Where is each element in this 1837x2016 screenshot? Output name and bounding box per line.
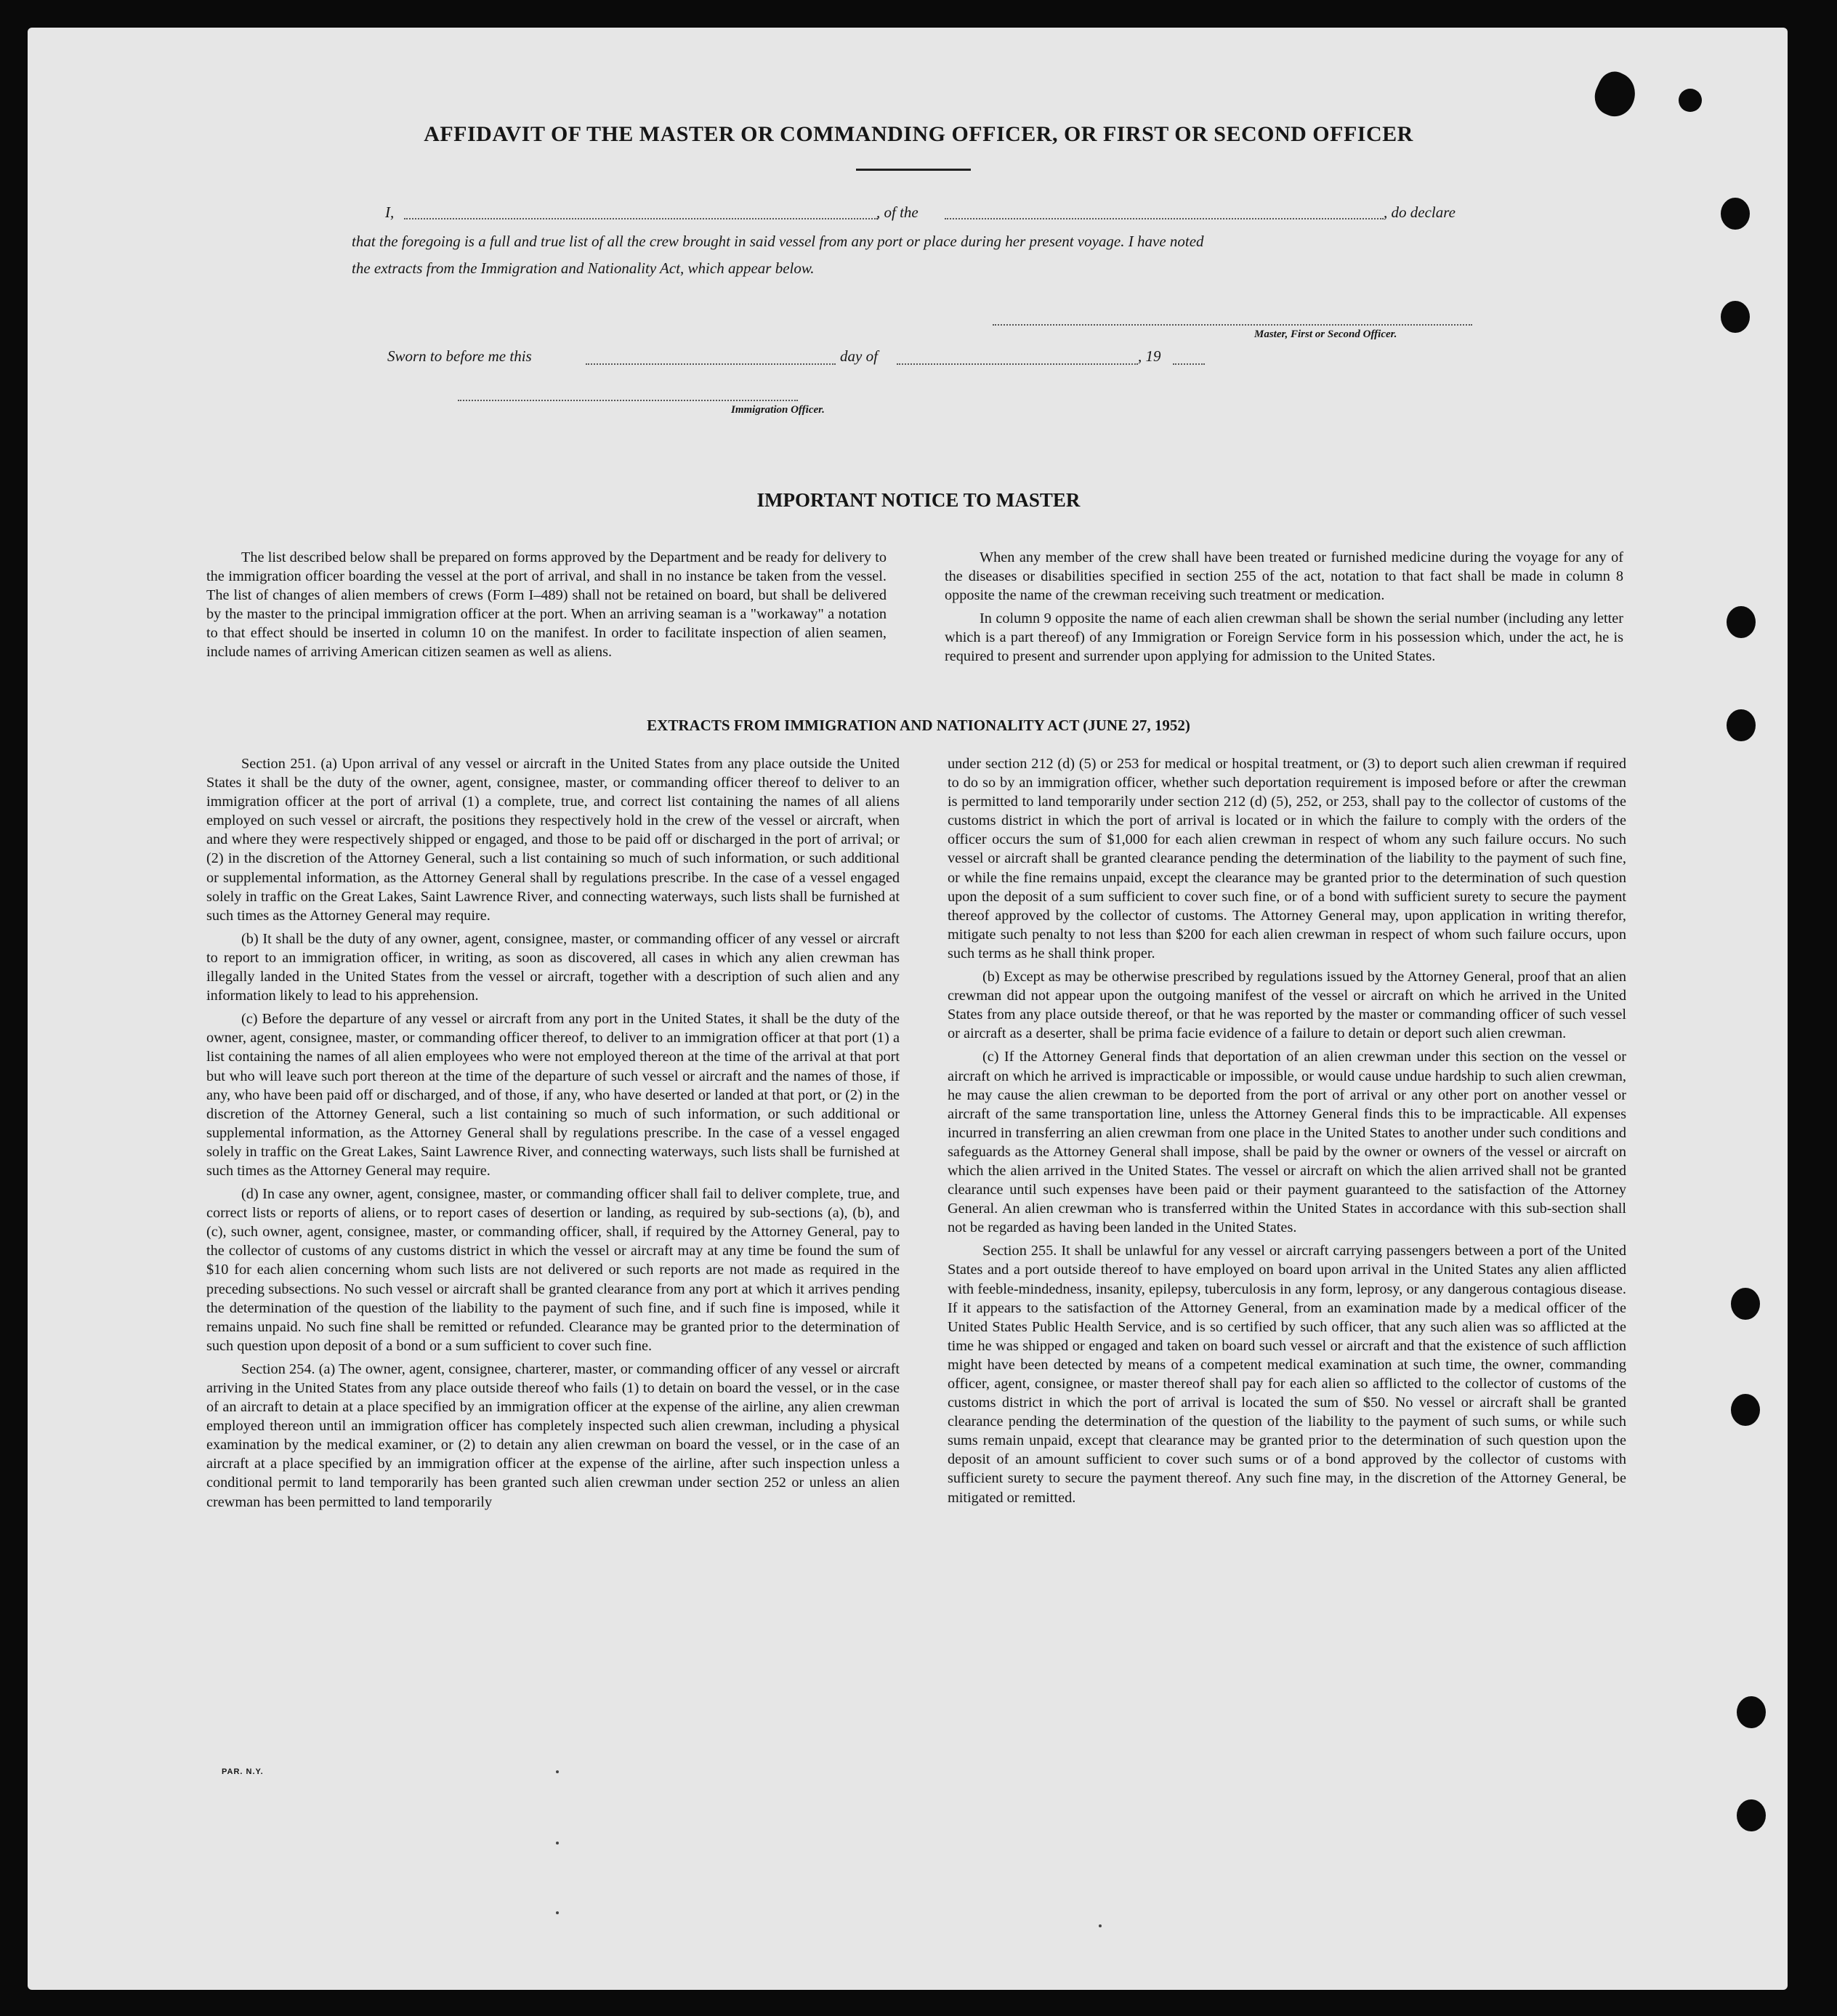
- act-paragraph: (c) Before the departure of any vessel or aircraft from any port in the United States, it shall be the duty of the owner, agent, consignee, master, or commanding officer thereof, to deliver to an immigration officer at that port (1) a list containing the names of all alien employees who were not employed thereon at the time of the arrival at that port but who will leave such port thereon at the time of the departure of such vessel or aircraft and the names of those, if any, who have been paid off or discharged, and of those, if any, who have deserted or landed at that port, or (2) in the discretion of the Attorney General, such a list containing so much of such information, or such additional or supplemental information, as the Attorney General shall by regulations prescribe. In the case of a vessel engaged solely in traffic on the Great Lakes, Saint Lawrence River, and connecting waterways, such lists shall be furnished at such times as the Attorney General may require.: [206, 1011, 900, 1179]
- binder-hole: [1727, 606, 1756, 638]
- speck: [556, 1911, 559, 1914]
- binder-hole: [1721, 198, 1750, 230]
- year-label: , 19: [1138, 347, 1161, 365]
- extracts-title: EXTRACTS FROM IMMIGRATION AND NATIONALITY ACT (JUNE 27, 1952): [647, 717, 1190, 734]
- declaration-line-2: the extracts from the Immigration and Nationality Act, which appear below.: [352, 259, 815, 277]
- speck: [1099, 1924, 1102, 1927]
- of-the-label: , of the: [876, 203, 918, 221]
- affiant-label: I,: [385, 203, 395, 221]
- officer-signature-field[interactable]: [458, 400, 798, 401]
- master-signature-field[interactable]: [993, 324, 1472, 326]
- binder-hole: [1731, 1394, 1760, 1426]
- act-paragraph: under section 212 (d) (5) or 253 for medical or hospital treatment, or (3) to deport such alien crewman if required to do so by an immigration officer, whether such deportation requirement is imposed before or after the crewman is permitted to land temporarily under section 212 (d) (5), 252, or 253, shall pay to the collector of customs of the customs district in which the port of arrival is located or in which the failure to comply with the orders of the officer occurs the sum of $1,000 for each alien crewman in respect of whom any such failure occurs. No such vessel or aircraft shall be granted clearance pending the determination of the liability to the payment of such fine, or while the fine remains unpaid, except the clearance may be granted prior to the determination of such question upon the deposit of a sum sufficient to cover such fine, or of a bond with sufficient surety to secure the payment thereof approved by the collector of customs. The Attorney General may, upon application in writing therefor, mitigate such penalty to not less than $200 for each alien crewman in respect of whom such failure occurs, upon such terms as he shall think proper.: [948, 756, 1626, 961]
- vessel-name-field[interactable]: [945, 218, 1384, 219]
- act-paragraph: Section 254. (a) The owner, agent, consignee, charterer, master, or commanding officer of any vessel or aircraft arriving in the United States from any place outside thereof who fails (1) to detain on board the vessel, or in the case of an aircraft to detain at a place specified by an immigration officer at the expense of the airline, any alien crewman employed thereon until an immigration officer has completely inspected such alien crewman, including a physical examination by the medical examiner, or (2) to detain any alien crewman on board the vessel, or in the case of an aircraft at a place specified by an immigration officer at the expense of the airline, after such inspection unless a conditional permit to land temporarily has been granted such alien crewman under section 252 or unless an alien crewman has been permitted to land temporarily: [206, 1360, 900, 1510]
- title-underline: [856, 169, 971, 171]
- speck: [556, 1842, 559, 1844]
- speck: [556, 1770, 559, 1773]
- affidavit-title: AFFIDAVIT OF THE MASTER OR COMMANDING OFFICER, OR FIRST OR SECOND OFFICER: [424, 122, 1413, 146]
- extracts-left-column: [206, 754, 900, 1516]
- officer-signature-label: Immigration Officer.: [731, 404, 825, 416]
- affiant-name-field[interactable]: [404, 218, 878, 219]
- binder-hole: [1737, 1799, 1766, 1831]
- notice-paragraph: In column 9 opposite the name of each alien crewman shall be shown the serial number (including any letter which is a part thereof) of any Immigration or Foreign Service form in his possession which, under the act, he is required to present and surrender upon applying for admission to the United States.: [945, 610, 1623, 665]
- binder-hole: [1737, 1696, 1766, 1728]
- act-paragraph: (d) In case any owner, agent, consignee, master, or commanding officer shall fail to deliver complete, true, and correct lists or reports of aliens, or to report cases of desertion or landing, as required by sub-sections (a), (b), and (c), such owner, agent, consignee, master, or commanding officer, shall, if required by the Attorney General, pay to the collector of customs of any customs district in which the vessel or aircraft may at any time be found the sum of $10 for each alien concerning whom such lists are not delivered or such reports are not made as required in the preceding subsections. No such vessel or aircraft shall be granted clearance from any port at which it arrives pending the determination of the question of the liability to the payment of such fine, and if such fine is imposed, while it remains unpaid. No such fine shall be remitted or refunded. Clearance may be granted prior to the determination of such question upon deposit of a bond or a sum sufficient to cover such fine.: [206, 1186, 900, 1354]
- act-paragraph: (b) It shall be the duty of any owner, agent, consignee, master, or commanding officer of any vessel or aircraft to report to an immigration officer, in writing, as soon as discovered, all cases in which any alien crewman has illegally landed in the United States from the vessel or aircraft, together with a description of such alien and any information likely to lead to his apprehension.: [206, 930, 900, 1004]
- day-of-label: day of: [840, 347, 878, 365]
- sworn-year-field[interactable]: [1173, 363, 1205, 365]
- act-paragraph: (b) Except as may be otherwise prescribed by regulations issued by the Attorney General, proof that an alien crewman did not appear upon the outgoing manifest of the vessel or aircraft on which he arrived in the United States from any place outside thereof, or that he was reported by the master or commanding officer of such vessel or aircraft as a deserter, shall be prima facie evidence of a failure to detain or deport such alien crewman.: [948, 969, 1626, 1042]
- notice-paragraph: When any member of the crew shall have been treated or furnished medicine during the voyage for any of the diseases or disabilities specified in section 255 of the act, notation to that fact shall be made in column 8 opposite the name of the crewman receiving such treatment or medication.: [945, 549, 1623, 604]
- notice-right-column: [945, 548, 1623, 671]
- do-declare-label: , do declare: [1384, 203, 1456, 221]
- binder-hole: [1721, 301, 1750, 333]
- binder-hole: [1731, 1288, 1760, 1320]
- notice-title: IMPORTANT NOTICE TO MASTER: [756, 489, 1081, 511]
- master-signature-label: Master, First or Second Officer.: [1254, 328, 1397, 340]
- act-paragraph: Section 255. It shall be unlawful for any vessel or aircraft carrying passengers between a port of the United States and a port outside thereof to have employed on board upon arrival in the United States any alien afflicted with feeble-mindedness, insanity, epilepsy, tuberculosis in any form, leprosy, or any dangerous contagious disease. If it appears to the satisfaction of the Attorney General, from an examination made by a medical officer of the United States Public Health Service, and is so certified by such officer, that any such alien was so afflicted at the time he was shipped or engaged and taken on board such vessel or aircraft and that the existence of such affliction might have been detected by means of a competent medical examination at such time, the owner, commanding officer, agent, consignee, or master thereof shall pay for each alien so afflicted to the collector of customs of the customs district in which the port of arrival is located the sum of $50. No vessel or aircraft shall be granted clearance pending the determination of the question of the liability to the payment of such sums, or while such sums remain unpaid, except that clearance may be granted prior to the determination of such question upon the deposit of an amount sufficient to cover such sums or of a bond approved by the collector of customs with sufficient surety to secure the payment thereof. Any such fine may, in the discretion of the Attorney General, be mitigated or remitted.: [948, 1243, 1626, 1506]
- sworn-month-field[interactable]: [897, 363, 1138, 365]
- notice-paragraph: The list described below shall be prepared on forms approved by the Department and be ready for delivery to the immigration officer boarding the vessel at the port of arrival, and shall in no instance be taken from the vessel. The list of changes of alien members of crews (Form I–489) shall not be retained on board, but shall be delivered by the master to the principal immigration officer at the port. When an arriving seaman is a "workaway" a notation to that effect should be inserted in column 10 on the manifest. In order to facilitate inspection of alien seamen, include names of arriving American citizen seamen as well as aliens.: [206, 549, 887, 661]
- sworn-day-field[interactable]: [586, 363, 836, 365]
- sworn-label: Sworn to before me this: [387, 347, 532, 365]
- notice-left-column: [206, 548, 887, 666]
- act-paragraph: Section 251. (a) Upon arrival of any vessel or aircraft in the United States from any place outside the United States it shall be the duty of the owner, agent, consignee, master, or commanding officer thereof to deliver to an immigration officer at the port of arrival (1) a complete, true, and correct list containing the names of all aliens employed on such vessel or aircraft, the positions they respectively hold in the crew of the vessel or aircraft, when and where they were respectively shipped or engaged, and those to be paid off or discharged in the port of arrival; or (2) in the discretion of the Attorney General, such a list containing so much of such information, or such additional or supplemental information, as the Attorney General shall by regulations prescribe. In the case of a vessel engaged solely in traffic on the Great Lakes, Saint Lawrence River, and connecting waterways, such lists shall be furnished at such times as the Attorney General may require.: [206, 756, 900, 924]
- act-paragraph: (c) If the Attorney General finds that deportation of an alien crewman under this section on the vessel or aircraft on which he arrived is impracticable or impossible, or would cause undue hardship to such alien crewman, he may cause the alien crewman to be deported from the port of arrival or any other port on another vessel or aircraft of the same transportation line, unless the Attorney General finds this to be impracticable. All expenses incurred in transferring an alien crewman from one place in the United States to another under such conditions and safeguards as the Attorney General shall impose, shall be paid by the owner or owners of the vessel or aircraft on which the alien arrived in the United States. The vessel or aircraft on which the alien arrived shall not be granted clearance until such expenses have been paid or their payment guaranteed to the satisfaction of the Attorney General. An alien crewman who is transferred within the United States in accordance with this sub-section shall not be regarded as having been landed in the United States.: [948, 1049, 1626, 1236]
- declaration-line-1: that the foregoing is a full and true list of all the crew brought in said vessel from any port or place during her present voyage. I have noted: [352, 233, 1204, 250]
- printer-mark: PAR. N.Y.: [222, 1767, 264, 1776]
- binder-hole: [1679, 89, 1702, 112]
- extracts-right-column: [948, 754, 1626, 1512]
